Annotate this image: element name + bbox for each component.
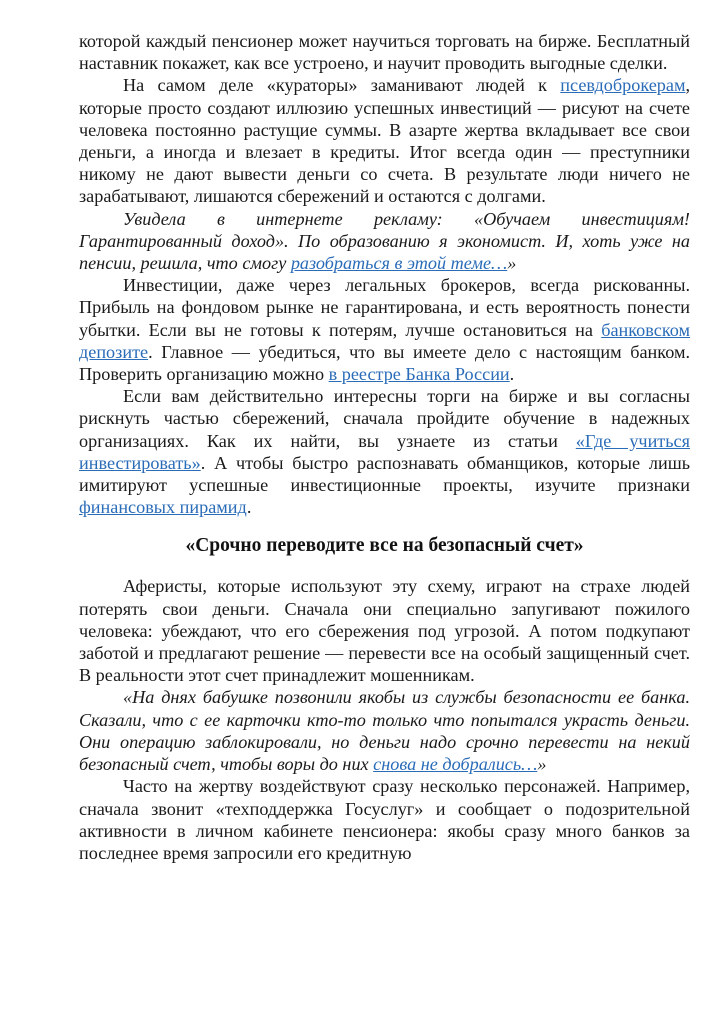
text-run: Если вам действительно интересны торги на бирже и вы согласны рискнуть частью сбережений, сначала пройдите обучение в надежных организациях. Как их найти, вы узнаете из статьи bbox=[79, 386, 690, 451]
text-run: » bbox=[537, 754, 547, 775]
paragraph-safe-account-scheme: Аферисты, которые используют эту схему, играют на страхе людей потерять свои деньги. Сначала они специально запугивают пожилого человека: убеждают, что его сбережения под угрозой. А потом подкупают заботой и предлагают решение — перевести все на особый защищенный счет. В реальности этот счет принадлежит мошенникам. bbox=[79, 576, 690, 686]
text-run: . bbox=[509, 364, 515, 385]
quote-economist bbox=[79, 208, 690, 275]
text-run: » bbox=[507, 253, 517, 274]
link-financial-pyramids[interactable]: финансовых пирамид bbox=[79, 497, 247, 518]
section-heading: «Срочно переводите все на безопасный счет» bbox=[185, 535, 584, 557]
paragraph-multiple-characters: Часто на жертву воздействуют сразу несколько персонажей. Например, сначала звонит «техподдержка Госуслуг» и сообщает о подозрительной активности в личном кабинете пенсионера: якобы сразу много банков за последнее время запросили его кредитную bbox=[79, 776, 690, 863]
text-run: Инвестиции, даже через легальных брокеров, всегда рискованны. Прибыль на фондовом рынке не гарантирована, и есть вероятность понести убытки. Если вы не готовы к потерям, лучше остановиться на bbox=[79, 275, 690, 340]
link-bank-of-russia-registry[interactable]: в реестре Банка России bbox=[328, 364, 510, 385]
quote-grandmother bbox=[79, 686, 690, 775]
text-run: . А чтобы быстро распознавать обманщиков, которые лишь имитируют успешные инвестиционные проекты, изучите признаки bbox=[79, 452, 690, 496]
text-run: . bbox=[246, 497, 252, 518]
link-bank-deposit[interactable]: банковском депозите bbox=[79, 319, 690, 362]
link-where-to-learn[interactable]: «Где учиться инвестировать» bbox=[79, 430, 690, 473]
paragraph-intro-continuation: которой каждый пенсионер может научиться торговать на бирже. Бесплатный наставник покажет, как все устроено, и научит проводить выгодные сделки. bbox=[79, 31, 690, 74]
paragraph-learn-investing bbox=[79, 385, 690, 518]
text-run: «На днях бабушке позвонили якобы из службы безопасности ее банка. Сказали, что с ее карточки кто-то только что попытался украсть деньги. Они операцию заблокировали, но деньги надо срочно перевести на некий безопасный счет, чтобы воры до них bbox=[79, 687, 690, 775]
link-pseudobrokers[interactable]: псевдоброкерам bbox=[560, 75, 686, 96]
text-run: Увидела в интернете рекламу: «Обучаем инвестициям! Гарантированный доход». По образованию я экономист. И, хоть уже на пенсии, решила, что смогу bbox=[79, 208, 690, 274]
link-again-reached[interactable]: снова не добрались… bbox=[373, 754, 538, 775]
text-run: , которые просто создают иллюзию успешных инвестиций — рисуют на счете человека постоянно растущие суммы. В азарте жертва вкладывает все свои деньги, а иногда и влезает в кредиты. Итог всегда один — преступники никому не дают вывести деньги со счета. В результате люди ничего не зарабатывают, лишаются сбережений и остаются с долгами. bbox=[79, 75, 690, 207]
link-understand-topic[interactable]: разобраться в этой теме… bbox=[290, 253, 508, 274]
paragraph-investment-risk bbox=[79, 274, 690, 385]
text-run: . Главное — убедиться, что вы имеете дело с настоящим банком. Проверить организацию можно bbox=[79, 341, 690, 385]
paragraph-curators bbox=[79, 74, 690, 207]
text-run: На самом деле «кураторы» заманивают людей к bbox=[123, 75, 561, 96]
